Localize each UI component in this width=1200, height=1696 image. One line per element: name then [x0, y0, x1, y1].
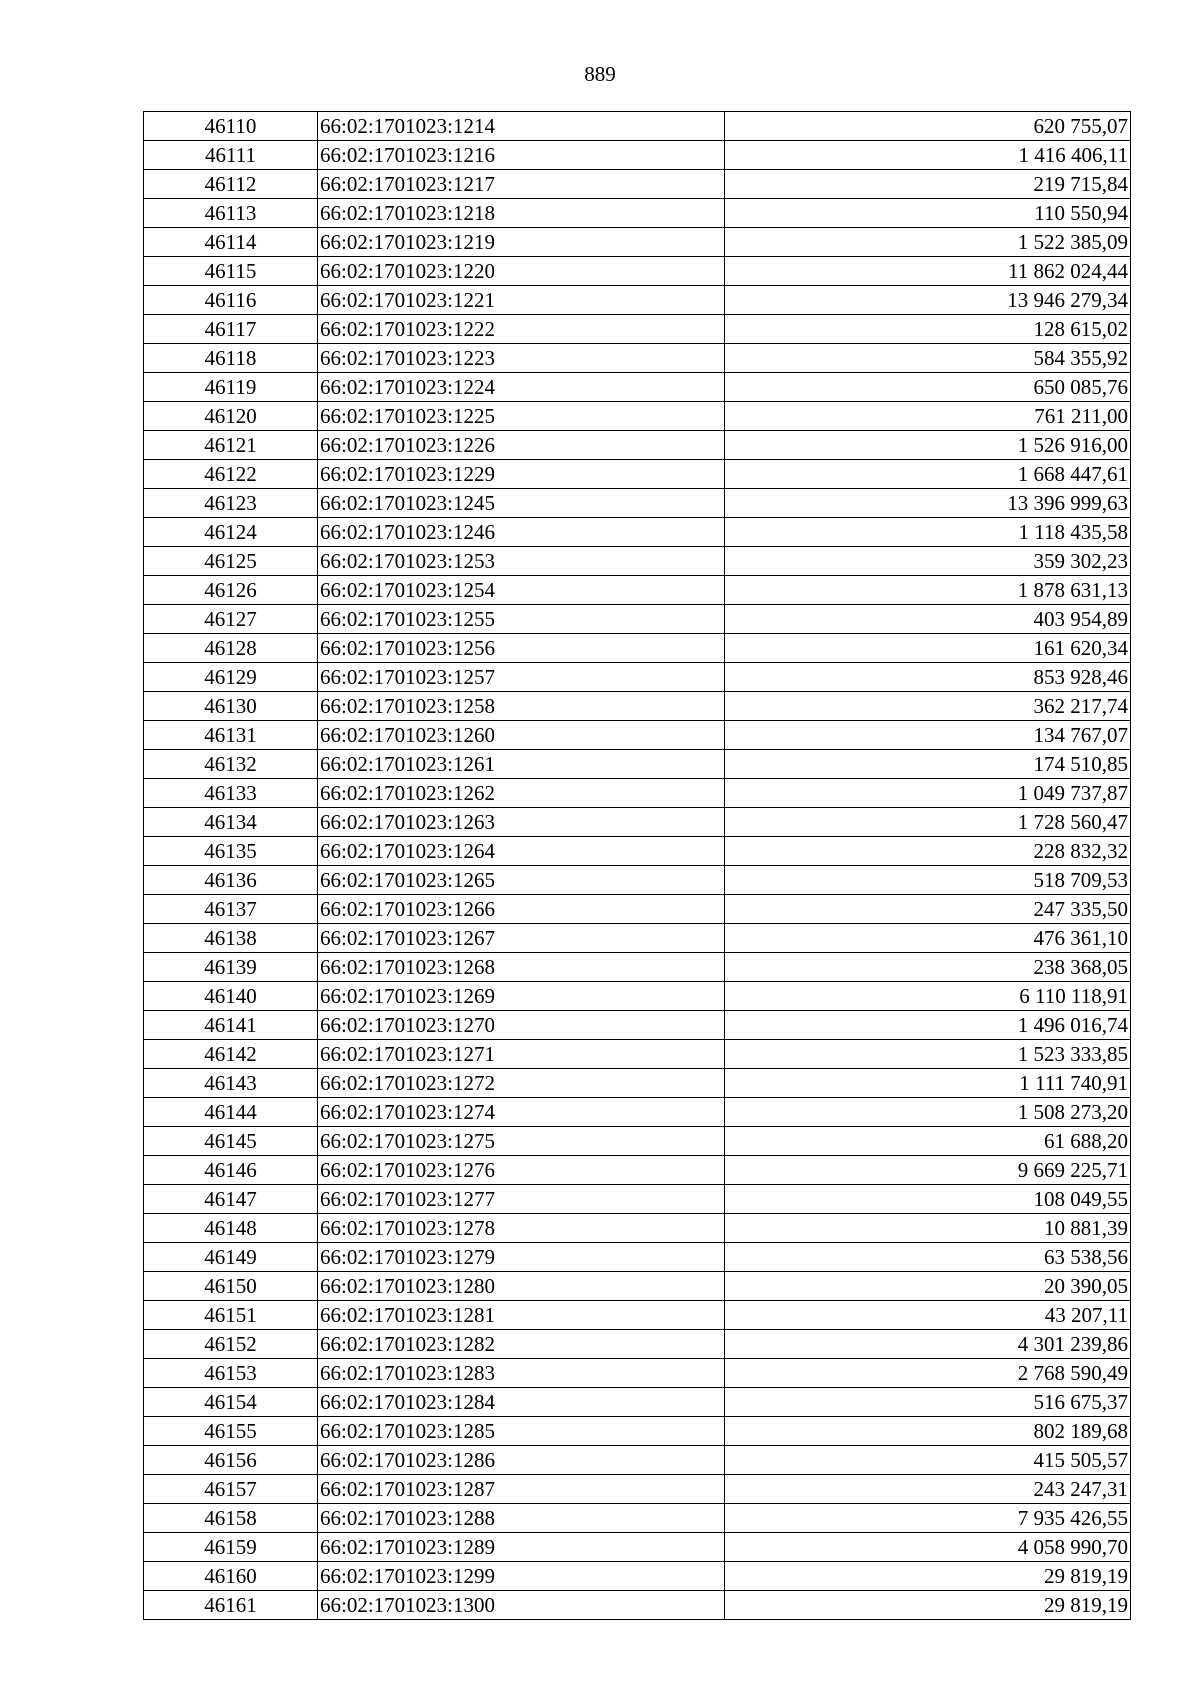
table-row: [144, 1533, 1131, 1562]
row-number: 46117: [144, 315, 318, 344]
cadastral-number: 66:02:1701023:1245: [318, 489, 725, 518]
cadastral-number: 66:02:1701023:1225: [318, 402, 725, 431]
table-row: [144, 605, 1131, 634]
table-row: [144, 1185, 1131, 1214]
cadastral-value: 6 110 118,91: [725, 982, 1131, 1011]
cadastral-value: 108 049,55: [725, 1185, 1131, 1214]
row-number: 46150: [144, 1272, 318, 1301]
page-number: 889: [584, 62, 616, 86]
cadastral-number: 66:02:1701023:1271: [318, 1040, 725, 1069]
table-row: [144, 982, 1131, 1011]
table-row: [144, 1330, 1131, 1359]
table-row: [144, 1504, 1131, 1533]
row-number: 46152: [144, 1330, 318, 1359]
cadastral-value: 1 728 560,47: [725, 808, 1131, 837]
cadastral-number: 66:02:1701023:1288: [318, 1504, 725, 1533]
table-row: [144, 489, 1131, 518]
cadastral-number: 66:02:1701023:1229: [318, 460, 725, 489]
row-number: 46110: [144, 112, 318, 141]
row-number: 46147: [144, 1185, 318, 1214]
row-number: 46128: [144, 634, 318, 663]
table-row: [144, 257, 1131, 286]
row-number: 46114: [144, 228, 318, 257]
cadastral-value: 29 819,19: [725, 1562, 1131, 1591]
table-row: [144, 1359, 1131, 1388]
cadastral-value: 13 946 279,34: [725, 286, 1131, 315]
table-row: [144, 837, 1131, 866]
cadastral-number: 66:02:1701023:1286: [318, 1446, 725, 1475]
table-row: [144, 1069, 1131, 1098]
table-row: [144, 315, 1131, 344]
table-row: [144, 1446, 1131, 1475]
cadastral-number: 66:02:1701023:1287: [318, 1475, 725, 1504]
cadastral-value: 128 615,02: [725, 315, 1131, 344]
cadastral-value: 13 396 999,63: [725, 489, 1131, 518]
cadastral-value: 161 620,34: [725, 634, 1131, 663]
cadastral-value: 1 496 016,74: [725, 1011, 1131, 1040]
cadastral-number: 66:02:1701023:1217: [318, 170, 725, 199]
cadastral-number: 66:02:1701023:1256: [318, 634, 725, 663]
cadastral-number: 66:02:1701023:1281: [318, 1301, 725, 1330]
cadastral-number: 66:02:1701023:1214: [318, 112, 725, 141]
cadastral-number: 66:02:1701023:1246: [318, 518, 725, 547]
cadastral-number: 66:02:1701023:1272: [318, 1069, 725, 1098]
row-number: 46140: [144, 982, 318, 1011]
row-number: 46113: [144, 199, 318, 228]
cadastral-value: 247 335,50: [725, 895, 1131, 924]
table-row: [144, 518, 1131, 547]
table-row: [144, 344, 1131, 373]
cadastral-number: 66:02:1701023:1279: [318, 1243, 725, 1272]
table-row: [144, 663, 1131, 692]
cadastral-number: 66:02:1701023:1266: [318, 895, 725, 924]
table-row: [144, 1562, 1131, 1591]
cadastral-number: 66:02:1701023:1220: [318, 257, 725, 286]
row-number: 46119: [144, 373, 318, 402]
row-number: 46148: [144, 1214, 318, 1243]
cadastral-value: 1 049 737,87: [725, 779, 1131, 808]
cadastral-value: 1 118 435,58: [725, 518, 1131, 547]
table-row: [144, 1040, 1131, 1069]
table-row: [144, 895, 1131, 924]
cadastral-number: 66:02:1701023:1216: [318, 141, 725, 170]
row-number: 46139: [144, 953, 318, 982]
row-number: 46158: [144, 1504, 318, 1533]
cadastral-value: 650 085,76: [725, 373, 1131, 402]
cadastral-number: 66:02:1701023:1221: [318, 286, 725, 315]
table-row: [144, 576, 1131, 605]
table-row: [144, 286, 1131, 315]
cadastral-number: 66:02:1701023:1218: [318, 199, 725, 228]
row-number: 46161: [144, 1591, 318, 1620]
row-number: 46112: [144, 170, 318, 199]
cadastral-number: 66:02:1701023:1270: [318, 1011, 725, 1040]
cadastral-value: 10 881,39: [725, 1214, 1131, 1243]
row-number: 46134: [144, 808, 318, 837]
cadastral-value: 2 768 590,49: [725, 1359, 1131, 1388]
row-number: 46122: [144, 460, 318, 489]
cadastral-value: 516 675,37: [725, 1388, 1131, 1417]
row-number: 46155: [144, 1417, 318, 1446]
cadastral-value: 228 832,32: [725, 837, 1131, 866]
row-number: 46111: [144, 141, 318, 170]
cadastral-number: 66:02:1701023:1255: [318, 605, 725, 634]
cadastral-number: 66:02:1701023:1219: [318, 228, 725, 257]
row-number: 46156: [144, 1446, 318, 1475]
cadastral-number: 66:02:1701023:1277: [318, 1185, 725, 1214]
row-number: 46138: [144, 924, 318, 953]
row-number: 46135: [144, 837, 318, 866]
table-row: [144, 721, 1131, 750]
cadastral-value: 4 301 239,86: [725, 1330, 1131, 1359]
table-row: [144, 779, 1131, 808]
row-number: 46129: [144, 663, 318, 692]
row-number: 46151: [144, 1301, 318, 1330]
table-row: [144, 1243, 1131, 1272]
table-row: [144, 1591, 1131, 1620]
cadastral-value: 403 954,89: [725, 605, 1131, 634]
row-number: 46133: [144, 779, 318, 808]
cadastral-number: 66:02:1701023:1222: [318, 315, 725, 344]
cadastral-value: 63 538,56: [725, 1243, 1131, 1272]
table-row: [144, 1098, 1131, 1127]
row-number: 46154: [144, 1388, 318, 1417]
cadastral-value: 1 416 406,11: [725, 141, 1131, 170]
table-row: [144, 112, 1131, 141]
table-row: [144, 1272, 1131, 1301]
table-row: [144, 402, 1131, 431]
table-row: [144, 170, 1131, 199]
row-number: 46159: [144, 1533, 318, 1562]
cadastral-number: 66:02:1701023:1280: [318, 1272, 725, 1301]
cadastral-number: 66:02:1701023:1267: [318, 924, 725, 953]
row-number: 46144: [144, 1098, 318, 1127]
cadastral-value: 4 058 990,70: [725, 1533, 1131, 1562]
cadastral-number: 66:02:1701023:1261: [318, 750, 725, 779]
row-number: 46132: [144, 750, 318, 779]
row-number: 46125: [144, 547, 318, 576]
cadastral-number: 66:02:1701023:1258: [318, 692, 725, 721]
table-row: [144, 1156, 1131, 1185]
cadastral-number: 66:02:1701023:1282: [318, 1330, 725, 1359]
table-row: [144, 924, 1131, 953]
row-number: 46124: [144, 518, 318, 547]
cadastral-value: 584 355,92: [725, 344, 1131, 373]
table-row: [144, 228, 1131, 257]
row-number: 46120: [144, 402, 318, 431]
row-number: 46115: [144, 257, 318, 286]
row-number: 46116: [144, 286, 318, 315]
cadastral-value: 415 505,57: [725, 1446, 1131, 1475]
cadastral-number: 66:02:1701023:1257: [318, 663, 725, 692]
cadastral-value: 61 688,20: [725, 1127, 1131, 1156]
row-number: 46142: [144, 1040, 318, 1069]
row-number: 46157: [144, 1475, 318, 1504]
table-row: [144, 547, 1131, 576]
table-row: [144, 692, 1131, 721]
cadastral-number: 66:02:1701023:1254: [318, 576, 725, 605]
row-number: 46136: [144, 866, 318, 895]
cadastral-value: 134 767,07: [725, 721, 1131, 750]
cadastral-value: 110 550,94: [725, 199, 1131, 228]
cadastral-number: 66:02:1701023:1264: [318, 837, 725, 866]
row-number: 46137: [144, 895, 318, 924]
table-row: [144, 750, 1131, 779]
cadastral-number: 66:02:1701023:1299: [318, 1562, 725, 1591]
cadastral-value: 620 755,07: [725, 112, 1131, 141]
row-number: 46123: [144, 489, 318, 518]
cadastral-value: 243 247,31: [725, 1475, 1131, 1504]
row-number: 46131: [144, 721, 318, 750]
cadastral-number: 66:02:1701023:1253: [318, 547, 725, 576]
cadastral-value: 7 935 426,55: [725, 1504, 1131, 1533]
row-number: 46149: [144, 1243, 318, 1272]
row-number: 46118: [144, 344, 318, 373]
cadastral-number: 66:02:1701023:1276: [318, 1156, 725, 1185]
registry-table: [143, 111, 1131, 1620]
cadastral-value: 476 361,10: [725, 924, 1131, 953]
table-row: [144, 373, 1131, 402]
row-number: 46126: [144, 576, 318, 605]
cadastral-number: 66:02:1701023:1224: [318, 373, 725, 402]
row-number: 46153: [144, 1359, 318, 1388]
table-row: [144, 1214, 1131, 1243]
cadastral-number: 66:02:1701023:1274: [318, 1098, 725, 1127]
table-row: [144, 1127, 1131, 1156]
cadastral-number: 66:02:1701023:1285: [318, 1417, 725, 1446]
cadastral-value: 11 862 024,44: [725, 257, 1131, 286]
row-number: 46127: [144, 605, 318, 634]
cadastral-value: 43 207,11: [725, 1301, 1131, 1330]
table-row: [144, 634, 1131, 663]
cadastral-number: 66:02:1701023:1284: [318, 1388, 725, 1417]
cadastral-number: 66:02:1701023:1260: [318, 721, 725, 750]
cadastral-number: 66:02:1701023:1275: [318, 1127, 725, 1156]
cadastral-number: 66:02:1701023:1289: [318, 1533, 725, 1562]
cadastral-value: 1 526 916,00: [725, 431, 1131, 460]
table-row: [144, 1475, 1131, 1504]
table-row: [144, 1417, 1131, 1446]
row-number: 46130: [144, 692, 318, 721]
cadastral-value: 1 668 447,61: [725, 460, 1131, 489]
cadastral-value: 20 390,05: [725, 1272, 1131, 1301]
cadastral-value: 174 510,85: [725, 750, 1131, 779]
cadastral-value: 1 878 631,13: [725, 576, 1131, 605]
cadastral-number: 66:02:1701023:1263: [318, 808, 725, 837]
cadastral-value: 761 211,00: [725, 402, 1131, 431]
registry-table-body: [144, 112, 1131, 1620]
table-row: [144, 953, 1131, 982]
table-row: [144, 1388, 1131, 1417]
cadastral-value: 362 217,74: [725, 692, 1131, 721]
table-row: [144, 866, 1131, 895]
cadastral-number: 66:02:1701023:1269: [318, 982, 725, 1011]
cadastral-number: 66:02:1701023:1268: [318, 953, 725, 982]
cadastral-value: 1 523 333,85: [725, 1040, 1131, 1069]
cadastral-number: 66:02:1701023:1283: [318, 1359, 725, 1388]
cadastral-value: 9 669 225,71: [725, 1156, 1131, 1185]
cadastral-value: 853 928,46: [725, 663, 1131, 692]
row-number: 46146: [144, 1156, 318, 1185]
cadastral-value: 359 302,23: [725, 547, 1131, 576]
row-number: 46121: [144, 431, 318, 460]
cadastral-value: 1 111 740,91: [725, 1069, 1131, 1098]
row-number: 46141: [144, 1011, 318, 1040]
cadastral-number: 66:02:1701023:1278: [318, 1214, 725, 1243]
cadastral-value: 1 508 273,20: [725, 1098, 1131, 1127]
cadastral-value: 29 819,19: [725, 1591, 1131, 1620]
row-number: 46145: [144, 1127, 318, 1156]
table-row: [144, 141, 1131, 170]
table-row: [144, 431, 1131, 460]
cadastral-number: 66:02:1701023:1226: [318, 431, 725, 460]
table-row: [144, 460, 1131, 489]
row-number: 46160: [144, 1562, 318, 1591]
cadastral-number: 66:02:1701023:1262: [318, 779, 725, 808]
cadastral-number: 66:02:1701023:1223: [318, 344, 725, 373]
cadastral-value: 238 368,05: [725, 953, 1131, 982]
cadastral-value: 802 189,68: [725, 1417, 1131, 1446]
table-row: [144, 1011, 1131, 1040]
cadastral-value: 518 709,53: [725, 866, 1131, 895]
table-row: [144, 1301, 1131, 1330]
cadastral-value: 219 715,84: [725, 170, 1131, 199]
table-row: [144, 808, 1131, 837]
table-row: [144, 199, 1131, 228]
cadastral-value: 1 522 385,09: [725, 228, 1131, 257]
cadastral-number: 66:02:1701023:1300: [318, 1591, 725, 1620]
cadastral-number: 66:02:1701023:1265: [318, 866, 725, 895]
row-number: 46143: [144, 1069, 318, 1098]
